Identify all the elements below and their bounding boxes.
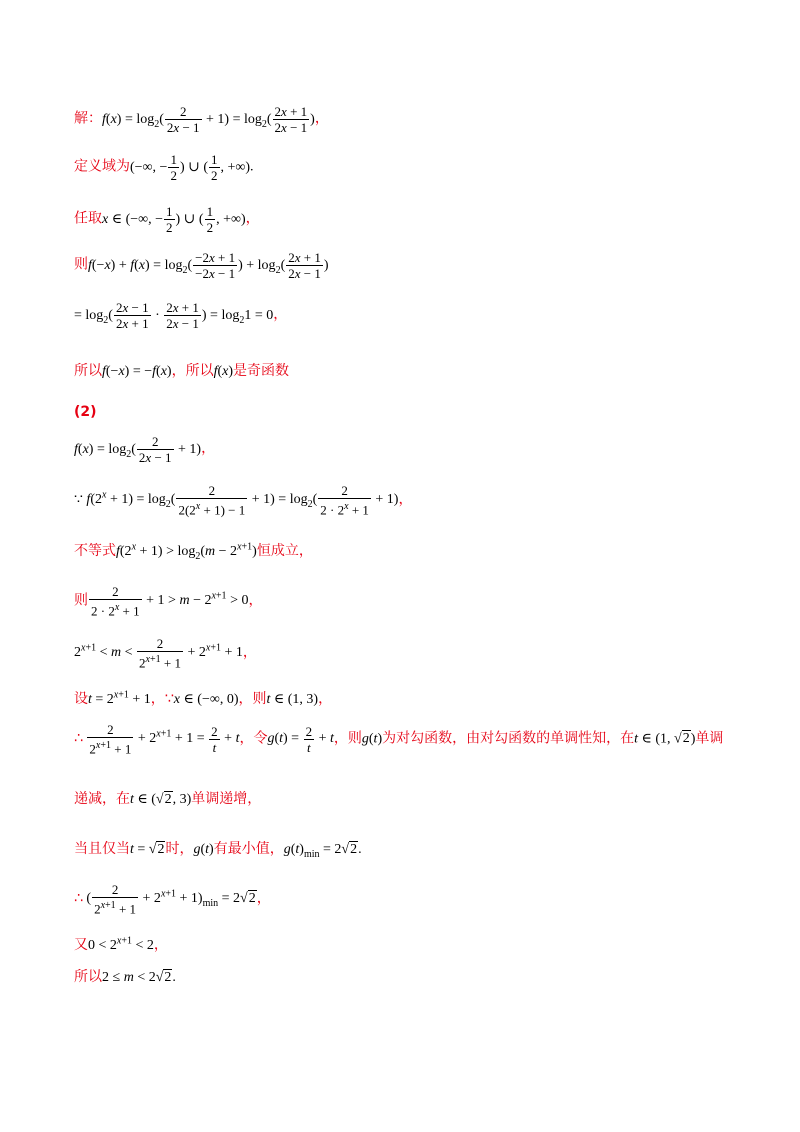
line-3	[74, 204, 260, 235]
also-label: 又	[74, 937, 88, 953]
comma: ，	[153, 937, 168, 953]
when-only-label: 当且仅当	[74, 841, 130, 857]
formula: 2 ≤ m < 2√2	[102, 970, 172, 985]
period: .	[358, 842, 362, 857]
comma: ，	[273, 306, 288, 323]
formula: t ∈ (1, √2)	[634, 731, 696, 747]
let-label: ，令	[239, 730, 268, 747]
line-19	[74, 966, 176, 986]
formula: f(−x) = −f(x)	[102, 364, 172, 379]
line-15	[74, 788, 261, 808]
line-12	[74, 636, 257, 670]
formula: t ∈ (√2, 3)	[130, 792, 192, 807]
solution-label: 解：	[74, 110, 102, 127]
monotone-label: 单调	[695, 730, 724, 747]
comma: ，	[238, 691, 253, 707]
line-7	[74, 404, 97, 420]
formula: ( $\frac{2}{2^{x+1} + 1}$ + $2^{x+1} + 1)_{min} = 2√2$	[82, 882, 256, 917]
formula: $f(2^x + 1) = \log_2$( $\frac{2}{2(2^x + 1) - 1}$ + $1) = \log_2$( $\frac{2}{2 \cdot 2^x + 1}$ + 1)	[86, 483, 399, 518]
formula: $\frac{2}{2^{x+1} + 1}$ + $2^{x+1} + 1$ = $\frac{2}{t}$ + t	[89, 722, 240, 757]
when-suffix: 时，	[165, 841, 194, 857]
therefore-symbol: ∴	[74, 730, 83, 747]
line-6	[74, 360, 289, 380]
because-symbol: ∵	[164, 691, 174, 707]
line-16	[74, 838, 362, 860]
domain-label: 定义域为	[74, 158, 130, 175]
formula: t ∈ (1, 3)	[266, 692, 319, 707]
line-13	[74, 688, 332, 708]
formula: g(t) = $\frac{2}{t}$ + t	[267, 723, 334, 755]
take-any-label: 任取	[74, 210, 102, 227]
formula: (−∞, − $\frac{1}{2}$ ) ∪ ( $\frac{1}{2}$ , +∞)	[130, 152, 251, 183]
so-label: 所以	[74, 969, 102, 985]
line-2	[74, 152, 254, 183]
comma: ，	[242, 644, 257, 661]
formula: x ∈ (−∞, 0)	[173, 692, 239, 707]
period: .	[250, 159, 254, 175]
comma: ，	[248, 592, 263, 609]
formula: f(x)	[213, 364, 234, 379]
line-11	[74, 584, 262, 618]
comma: ，	[201, 440, 216, 457]
part-2-heading: (2)	[74, 404, 97, 420]
then-label: 则	[252, 691, 267, 707]
line-9	[74, 483, 412, 517]
formula: $f(x) = \log_2$( $\frac{2}{2x - 1}$ + $1) = \log_2$( $\frac{2x + 1}{2x - 1}$ )	[102, 104, 315, 135]
period: .	[172, 970, 176, 985]
formula: g(t)	[193, 842, 214, 857]
line-8	[74, 434, 215, 465]
formula: t = √2	[130, 842, 165, 857]
comma: ，	[398, 491, 413, 508]
line-5	[74, 300, 287, 331]
let-label: 设	[74, 691, 88, 707]
comma: ，	[333, 730, 348, 747]
line-10	[74, 540, 313, 562]
then-label: 则	[74, 592, 88, 609]
tick-function-text: 为对勾函数，由对勾函数的单调性知，在	[382, 730, 635, 747]
odd-label: 是奇函数	[233, 363, 290, 379]
formula: $f(-x) + f(x) = \log_2$( $\frac{-2x + 1}{-2x - 1}$ ) + $\log_2$( $\frac{2x + 1}{2x - 1}$ )	[88, 250, 329, 281]
then-label: 则	[74, 256, 88, 273]
because-symbol: ∵	[74, 492, 83, 508]
formula: $f(x) = \log_2$( $\frac{2}{2x - 1}$ + 1)	[74, 434, 202, 465]
comma: ，	[245, 210, 260, 227]
line-14	[74, 722, 723, 756]
therefore-symbol: ∴	[74, 890, 83, 907]
so-label: 所以	[74, 363, 102, 379]
formula: $t = 2^{x+1} + 1$	[88, 689, 151, 707]
formula: g(t)	[361, 731, 383, 747]
so-label-2: ，所以	[171, 363, 214, 379]
always-holds-label: 恒成立，	[256, 543, 313, 559]
comma: ，	[150, 691, 165, 707]
line-17	[74, 882, 271, 916]
formula: $\frac{2}{2 \cdot 2^x + 1}$ + $1 > m - 2^{x+1} > 0$	[91, 584, 249, 619]
has-min-label: 有最小值，	[213, 841, 284, 857]
formula: x ∈ (−∞, − $\frac{1}{2}$ ) ∪ ( $\frac{1}{2}$ , +∞)	[102, 204, 246, 235]
line-4	[74, 250, 329, 281]
comma: ，	[314, 110, 329, 127]
inequality-label: 不等式	[74, 543, 116, 559]
then-label: 则	[347, 730, 362, 747]
formula: $f(2^x + 1) > \log_2(m - 2^{x+1})$	[116, 541, 257, 562]
comma: ，	[318, 691, 333, 707]
decreasing-label: 递减，在	[74, 791, 130, 807]
formula: $2^{x+1} < m$ < $\frac{2}{2^{x+1} + 1}$ + $2^{x+1} + 1$	[74, 636, 243, 671]
line-18	[74, 934, 168, 954]
formula: = $\log_2$( $\frac{2x - 1}{2x + 1}$ · $\frac{2x + 1}{2x - 1}$ ) = $\log_21 = 0$	[74, 300, 274, 331]
comma: ，	[256, 890, 271, 907]
increasing-label: 单调递增，	[191, 791, 262, 807]
formula: $0 < 2^{x+1} < 2$	[88, 935, 154, 953]
formula: $g(t)_{min} = 2√2$	[283, 842, 358, 860]
line-1	[74, 104, 329, 135]
